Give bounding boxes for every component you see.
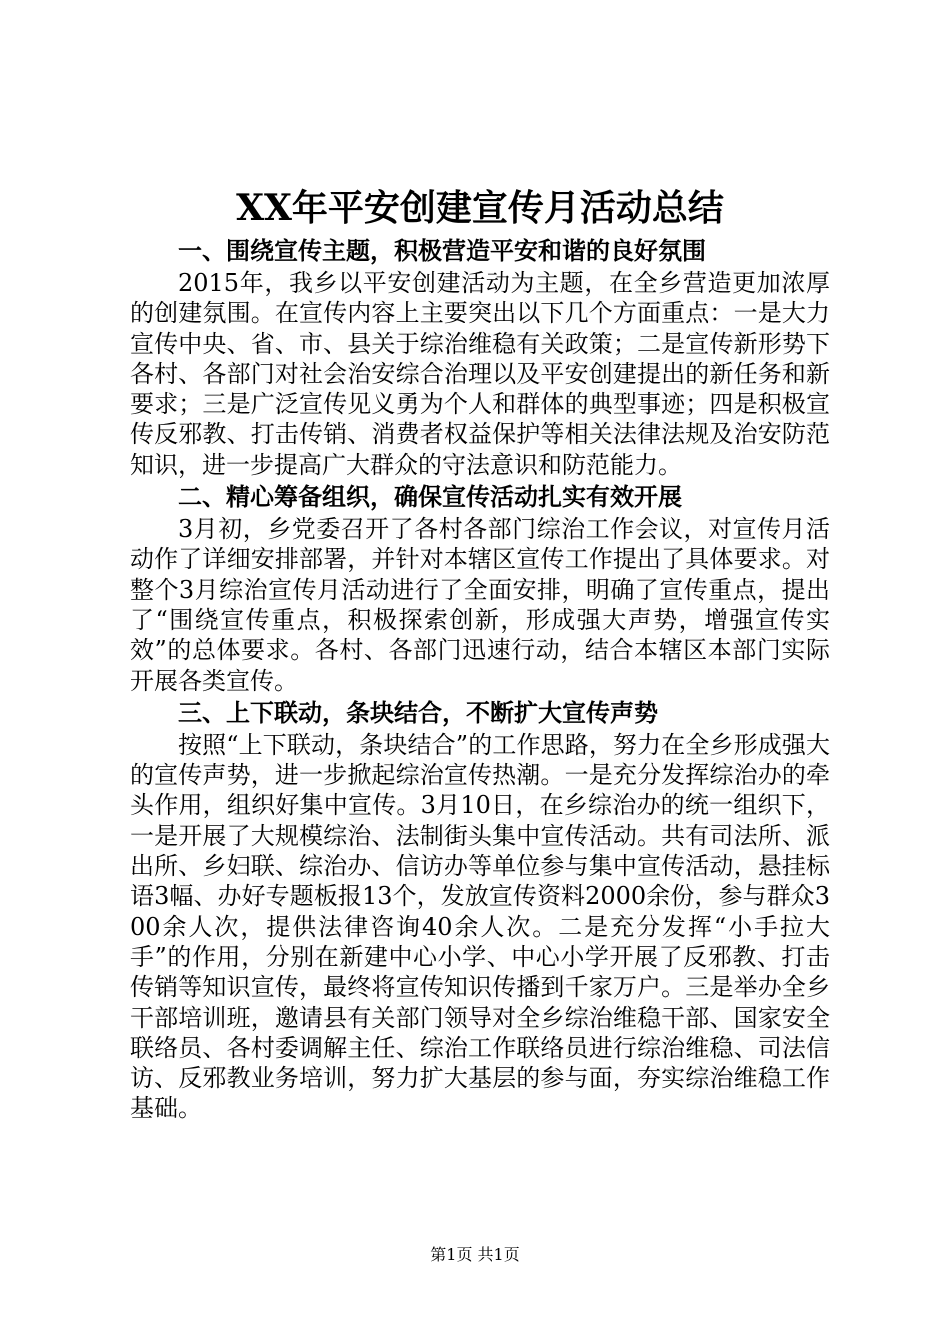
section-body-3: 按照“上下联动，条块结合”的工作思路，努力在全乡形成强大的宣传声势，进一步掀起综治宣传热潮。一是充分发挥综治办的牵头作用，组织好集中宣传。3月10日，在乡综治办的统一组织下，一是开展了大规模综治、法制街头集中宣传活动。共有司法所、派出所、乡妇联、综治办、信访办等单位参与集中宣传活动，悬挂标语3幅、办好专题板报13个，发放宣传资料2000余份，参与群众300余人次，提供法律咨询40余人次。二是充分发挥“小手拉大手”的作用，分别在新建中心小学、中心小学开展了反邪教、打击传销等知识宣传，最终将宣传知识传播到千家万户。三是举办全乡干部培训班，邀请县有关部门领导对全乡综治维稳干部、国家安全联络员、各村委调解主任、综治工作联络员进行综治维稳、司法信访、反邪教业务培训，努力扩大基层的参与面，夯实综治维稳工作基础。 [130,730,830,1123]
page-footer: 第1页 共1页 [430,1245,520,1264]
document-content [130,184,830,1124]
section-body-1: 2015年，我乡以平安创建活动为主题，在全乡营造更加浓厚的创建氛围。在宣传内容上主要突出以下几个方面重点：一是大力宣传中央、省、市、县关于综治维稳有关政策；二是宣传新形势下各村、各部门对社会治安综合治理以及平安创建提出的新任务和新要求；三是广泛宣传见义勇为个人和群体的典型事迹；四是积极宣传反邪教、打击传销、消费者权益保护等相关法律法规及治安防范知识，进一步提高广大群众的守法意识和防范能力。 [130,269,830,479]
section-heading-3: 三、上下联动，条块结合，不断扩大宣传声势 [178,698,658,727]
document-title: XX年平安创建宣传月活动总结 [236,187,724,229]
section-body-2: 3月初，乡党委召开了各村各部门综治工作会议，对宣传月活动作了详细安排部署，并针对本辖区宣传工作提出了具体要求。对整个3月综治宣传月活动进行了全面安排，明确了宣传重点，提出了“围绕宣传重点，积极探索创新，形成强大声势，增强宣传实效”的总体要求。各村、各部门迅速行动，结合本辖区本部门实际开展各类宣传。 [130,515,830,695]
section-heading-1: 一、围绕宣传主题，积极营造平安和谐的良好氛围 [178,237,706,265]
section-heading-2: 二、精心筹备组织，确保宣传活动扎实有效开展 [178,483,682,512]
